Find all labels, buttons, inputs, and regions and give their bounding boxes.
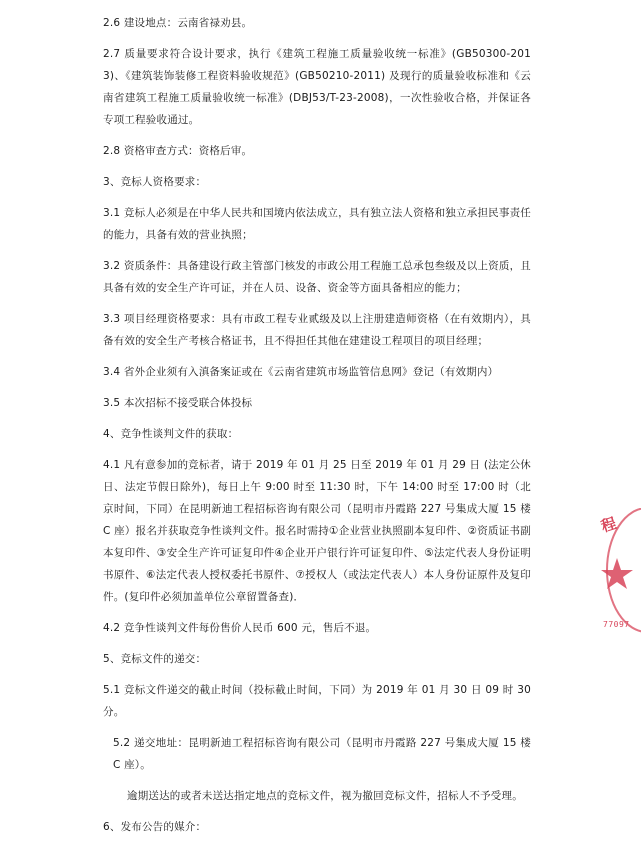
- company-seal: [599, 508, 641, 638]
- paragraph-5-1: 5.1 竞标文件递交的截止时间（投标截止时间，下同）为 2019 年 01 月 30 日 09 时 30 分。: [103, 684, 531, 718]
- paragraph-4-1: 4.1 凡有意参加的竞标者，请于 2019 年 01 月 25 日至 2019 年 01 月 29 日 (法定公休日、法定节假日除外)，每日上午 9:00 时至 11:30 时，下午 14:00 时至 17:00 时（北京时间，下同）在昆明新迪工程招标咨询有限公司（昆明市丹霞路 227 号集成大厦 15 楼 C 座）报名并获取竞争性谈判文件。报名时需持①企业营业执照副本复印件、②资质证书副本复印件、③安全生产许可证复印件④企业开户银行许可证复印件、⑤法定代表人身份证明书原件、⑥法定代表人授权委托书原件、⑦授权人（或法定代表人）本人身份证原件及复印件。(复印件必须加盖单位公章留置备查)．: [103, 459, 531, 603]
- paragraph-2-7: 2.7 质量要求符合设计要求，执行《建筑工程施工质量验收统一标准》(GB50300-2013)、《建筑装饰装修工程资料验收规范》(GB50210-2011) 及现行的质量验收标准和《云南省建筑工程施工质量验收统一标准》(DBJ53/T-23-2008)，一次性验收合格，并保证各专项工程验收通过。: [103, 48, 531, 126]
- paragraph-4-2: 4.2 竞争性谈判文件每份售价人民币 600 元，售后不退。: [103, 622, 377, 634]
- paragraph-2-8: 2.8 资格审查方式：资格后审。: [103, 145, 253, 157]
- document-body: [103, 12, 531, 847]
- paragraph-3-4: 3.4 省外企业须有入滇备案证或在《云南省建筑市场监管信息网》登记（有效期内）: [103, 366, 499, 378]
- paragraph-2-6: 2.6 建设地点：云南省禄劝县。: [103, 17, 253, 29]
- paragraph-5-2: 5.2 递交地址：昆明新迪工程招标咨询有限公司（昆明市丹霞路 227 号集成大厦 15 楼 C 座）。: [113, 737, 531, 771]
- heading-section-3: 3、竞标人资格要求：: [103, 176, 207, 188]
- paragraph-late-submission: 逾期送达的或者未送达指定地点的竞标文件，视为撤回竞标文件，招标人不予受理。: [127, 790, 523, 802]
- heading-section-5: 5、竞标文件的递交：: [103, 653, 207, 665]
- seal-text: 程: [599, 514, 619, 536]
- heading-section-4: 4、竞争性谈判文件的获取：: [103, 428, 239, 440]
- paragraph-3-3: 3.3 项目经理资格要求：具有市政工程专业贰级及以上注册建造师资格（在有效期内），具备有效的安全生产考核合格证书，且不得担任其他在建建设工程项目的项目经理；: [103, 313, 531, 347]
- heading-section-6: 6、发布公告的媒介：: [103, 821, 207, 833]
- paragraph-3-2: 3.2 资质条件：具备建设行政主管部门核发的市政公用工程施工总承包叁级及以上资质，且具备有效的安全生产许可证，并在人员、设备、资金等方面具备相应的能力；: [103, 260, 531, 294]
- seal-code: 77097: [603, 620, 630, 629]
- paragraph-3-1: 3.1 竞标人必须是在中华人民共和国境内依法成立，具有独立法人资格和独立承担民事责任的能力，具备有效的营业执照；: [103, 207, 531, 241]
- paragraph-3-5: 3.5 本次招标不接受联合体投标: [103, 397, 253, 409]
